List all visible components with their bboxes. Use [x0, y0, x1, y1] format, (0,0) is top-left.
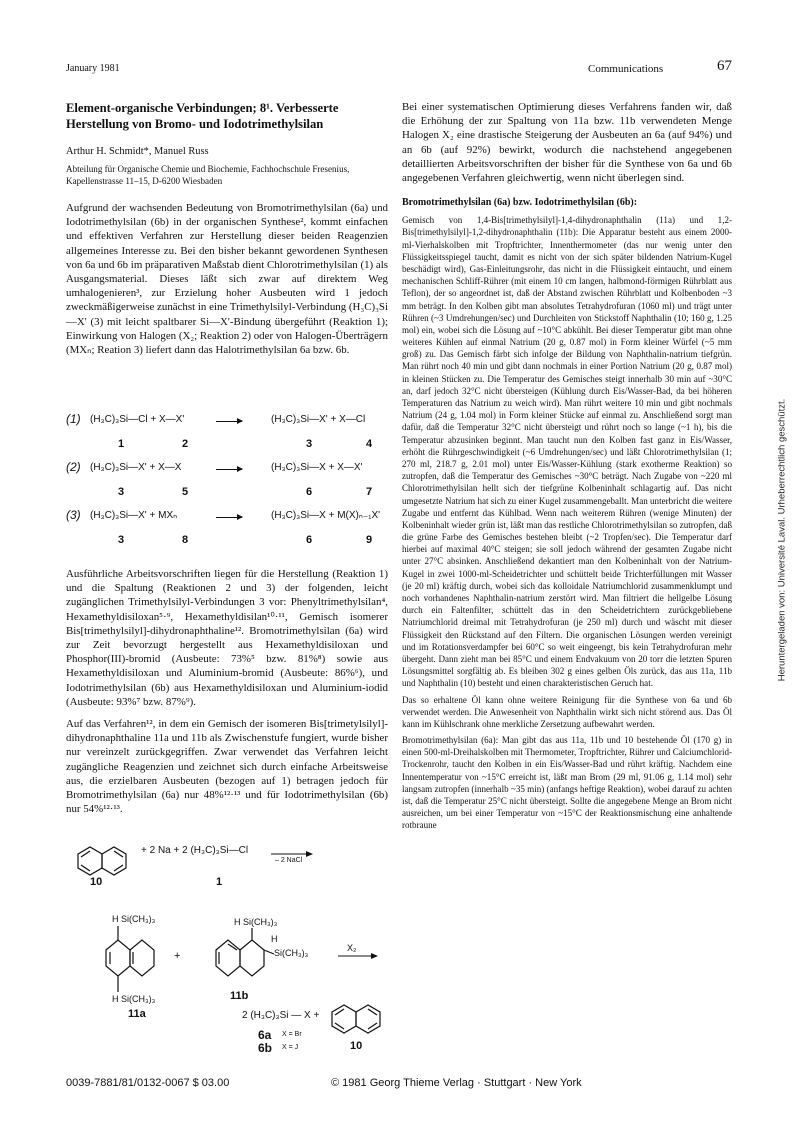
compound-11b: 11b	[230, 990, 249, 1002]
header-date: January 1981	[66, 63, 120, 74]
paragraph-procedure: Auf das Verfahren¹², in dem ein Gemisch der isomeren Bis[trimetylsilyl]-dihydronaphthaline 11a und 11b als Zwischenstufe fungiert, wurde bisher nur vereinzelt zurückgegriffen. Zwar verwendet das Verfahren leicht zugängliche Reagenzien und zeichnet sich durch einfache Arbeitsweise aus, die erzielbaren Ausbeuten (bezogen auf 1) betragen jedoch für Bromotrimethylsilan (6a) nur 48%¹²·¹³ und für Iodotrimethylsilan (6b) nur 54%¹²·¹³.	[66, 718, 388, 816]
reagent-x2: X₂	[347, 943, 357, 953]
page-number: 67	[717, 58, 732, 74]
substituent-label: H Si(CH₃)₃	[234, 917, 278, 927]
eq-label: (1)	[66, 412, 81, 426]
reaction-arrow	[216, 469, 242, 470]
structure-11a	[106, 926, 154, 992]
compound-number: 2	[182, 438, 189, 450]
compound-number: 3	[306, 438, 313, 450]
compound-1: 1	[216, 876, 223, 888]
paragraph-methods: Ausführliche Arbeitsvorschriften liegen für die Herstellung (Reaktion 1) und die Spaltung (Reaktionen 2 und 3) der folgenden, leicht zugänglichen Trimethylsilyl-Verbindungen 3 vor: Phenyltrimethylsilan⁴, Hexamethyldisiloxan⁵·⁹, Hexamethyldisilan¹⁰·¹¹, Gemisch isomerer Bis[trimethylsilyl]-dihydronaphthaline¹². Bromotrimethylsilan (6a) wird zur Zeit bevorzugt hergestellt aus Hexamethyldisiloxan und Phosphor(III)-bromid (Ausbeute: 73%⁵ bzw. 81%⁸) sowie aus Hexamethyldisiloxan und Aluminium-bromid (Ausbeute: 86%⁶), und Iodotrimethylsilan (6b) aus Hexamethyldisiloxan und Aluminium-iodid (Ausbeute: 93%⁷ bzw. 87%⁹).	[66, 568, 388, 708]
naphthalene-structure	[78, 847, 126, 875]
x-equals-j: X = J	[282, 1044, 299, 1051]
compound-11a: 11a	[128, 1008, 146, 1020]
structure-11b	[216, 928, 274, 976]
compound-number: 5	[182, 486, 189, 498]
compound-10-product: 10	[350, 1040, 363, 1052]
experimental-text: Gemisch von 1,4-Bis[trimethylsilyl]-1,4-dihydronaphthalin (11a) und 1,2-Bis[trimethylsilyl]-1,2-dihydronaphthalin (11b): Die Apparatur besteht aus einem 2000-ml-Vierhalskolben mit Tropftrichter, Innenthermometer (das nur wenig unter den Flüssigkeitsspiegel taucht, damit es nicht von der sich später bildenden Natrium-Kugel beschädigt wird), Gas-Einleitungsrohr, das nicht in die Flüssigkeit eintaucht, und einem mechanischen Schliff-Rührer (mit einem 10 cm langen, halbmond-förmigen Rührblatt aus Teflon), der so angeordnet ist, daß der Abstand zwischen Rührblatt und Kolbenboden ~3 mm beträgt. In den Kolben gibt man absolutes Tetrahydrofuran (1060 ml) und trägt unter Rühren (~3 Umdrehungen/sec) und Durchleiten von Stickstoff Naphthalin (10; 160 g, 1.25 mol) ein, wobei sich die Lösung auf ~10°C abkühlt. Bei dieser Temperatur gibt man ohne weiteres Kühlen auf einmal Natrium (20 g, 0.87 mol) in Form kleiner Würfel (~5 mm groß) zu. Das Gemisch färbt sich infolge der Bildung von Naphthalin-natrium tiefgrün. Man rührt noch 40 min und gibt dann nochmals in einer Portion Natrium (20 g, 0.87 mol) in kleinen Stücken zu. Die Temperatur des Gemisches steigt innerhalb 30 min auf ~30°C an, darf jedoch 32°C nicht übersteigen (Kühlung durch Eis/Wasser-Bad, da bei höheren Temperaturen das Natrium zu weich wird). Man rührt weitere 10 min und gibt nochmals Natrium (24 g, 1.04 mol) in Form kleiner Stücke auf einmal zu. Anschließend sorgt man dafür, daß die Temperatur 32°C nicht übersteigt und rührt noch so lange (~1 h), bis die Temperatur abzusinken beginnt. Man taucht nun den Kolben fast ganz in Eis/Wasser, erhöht die Rührgeschwindigkeit (~6 Umdrehungen/sec) und läßt Chlorotrimethylsilan (1; 270 ml, 218.7 g, 2.01 mol) unter Eis/Wasser-Kühlung (stark exotherme Reaktion) so zutropfen, daß die Temperatur des Gemisches ~30°C beträgt. Nach Zugabe von ~220 ml Chlorotrimethylsilan hellt sich der tiefgrüne Kolbeninhalt schlagartig auf. Das nicht umgesetzte Natrium hat sich zu einer Kugel zusammengeballt. Man unterbricht die weitere Zugabe und entfernt das Kühlbad. Wenn nach weiterem Rühren (wenige Minuten) der Kolbeninhalt wieder grün ist, läßt man das restliche Chlorotrimethylsilan so zutropfen, daß die grüne Farbe des Gemisches bestehen bleibt (~2 Tropfen/sec). Die Temperatur darf hierbei auf maximal 40°C steigen; sie soll jedoch während der gesamten Zugabe nicht unter 27°C absinken. Anschließend dekantiert man den Kolbeninhalt von der Natrium-Kugel in zwei 1000-ml-Scheidetrichter und schüttelt beide Trichterfüllungen mit Wasser (je 20 ml) kräftig durch, wobei sich das kolloidale Natriumchlorid zusammenklumpt und noch vorhandenes Naphthalin-natrium zerstört wird. Man filtriert die hellgelbe Lösung durch ein Faltenfilter, schüttelt das in den Scheidetrichtern zurückgebliebene Natriumchlorid dreimal mit Tetrahydrofuran (je 250 ml) durch und wäscht mit dieser Flüssigkeit den Rückstand auf den Filtern. Die organischen Lösungen werden vereinigt und im Rotationsverdampfer bei 60°C so weit eingeengt, bis kein Tetrahydrofuran mehr übergeht. Dann zieht man bei 85°C und einem Endvakuum von 20 torr die letzten Spuren Lösungsmittel sorgfältig ab. Es bleiben 302 g eines gelben Öls zurück, das aus 11a, 11b und Naphthalin (10) besteht und einen charakteristischen Geruch hat.	[402, 215, 732, 689]
article-title: Element-organische Verbindungen; 8¹. Verbesserte Herstellung von Bromo- und Iodotrimethylsilan	[66, 101, 339, 131]
compound-number: 8	[182, 534, 189, 546]
compound-10: 10	[90, 876, 103, 888]
substituent-label: H Si(CH₃)₃	[112, 914, 156, 924]
compound-6a: 6a	[258, 1028, 272, 1042]
reaction-arrow	[216, 517, 242, 518]
experimental-text-2: Das so erhaltene Öl kann ohne weitere Reinigung für die Synthese von 6a und 6b verwendet werden. Die Anwesenheit von Naphthalin wirkt sich nicht störend aus. Das Öl kann im Kühlschrank ohne merkliche Zersetzung aufbewahrt werden.	[402, 694, 732, 729]
product-halosilane: 2 (H₃C)₃Si — X +	[242, 1010, 320, 1021]
plus-sign: +	[174, 950, 181, 962]
optimization-paragraph: Bei einer systematischen Optimierung dieses Verfahrens fanden wir, daß die Erhöhung der zur Spaltung von 11a bzw. 11b verwendeten Menge Halogen X₂ eine drastische Steigerung der Ausbeuten an 6a (auf 94%) und an 6b (auf 92%) bewirkt, wodurch die nachstehend angegebenen detaillierten Arbeitsvorschriften der bisher für die Synthese von 6a und 6b angegebenen Verfahren gleichwertig, wenn nicht überlegen sind.	[402, 101, 732, 185]
compound-number: 1	[118, 438, 125, 450]
download-notice-text: Heruntergeladen von: Université Laval. Urheberrechtlich geschützt.	[776, 398, 788, 682]
footer-publisher: © 1981 Georg Thieme Verlag · Stuttgart · New York	[331, 1077, 582, 1089]
affiliation: Abteilung für Organische Chemie und Biochemie, Fachhochschule Fresenius, Kapellenstrasse 11–15, D-6200 Wiesbaden	[66, 164, 350, 186]
compound-number: 9	[366, 534, 373, 546]
naphthalene-product	[332, 1005, 380, 1033]
eq-left: (H₃C)₃Si—X' + MXₙ	[90, 510, 178, 521]
x-equals-br: X = Br	[282, 1031, 302, 1038]
substituent-label: H Si(CH₃)₃	[112, 994, 156, 1004]
reaction-arrow	[216, 421, 242, 422]
left-column-top	[66, 100, 388, 357]
compound-number: 7	[366, 486, 373, 498]
eq-right: (H₃C)₃Si—X' + X—Cl	[271, 414, 366, 425]
experimental-text-3: Bromotrimethylsilan (6a): Man gibt das aus 11a, 11b und 10 bestehende Öl (170 g) in einen 500-ml-Dreihalskolben mit Thermometer, Tropftrichter, Rührer und Calciumchlorid-Trockenrohr, taucht den Kolben in ein Eis/Wasser-Bad und rührt kräftig. Nachdem eine Innentemperatur von ~15°C erreicht ist, läßt man Brom (29 ml, 91.06 g, 1.14 mol) sehr langsam zutropfen (innerhalb ~35 min) (anfangs heftige Reaktion), wobei darauf zu achten ist, daß die Temperatur 25°C nicht übersteigt. Sollte die angegebene Menge an Brom nicht ausreichen, um bei einer Temperatur von ~15°C der Reaktionsmischung eine anhaltende rotbraune	[402, 735, 732, 831]
eq-label: (3)	[66, 508, 81, 522]
authors: Arthur H. Schmidt*, Manuel Russ	[66, 146, 209, 157]
compound-number: 6	[306, 486, 313, 498]
eq-right: (H₃C)₃Si—X + X—X'	[271, 462, 363, 473]
compound-number: 4	[366, 438, 373, 450]
experimental-heading: Bromotrimethylsilan (6a) bzw. Iodotrimethylsilan (6b):	[402, 197, 638, 209]
reaction-scheme	[66, 840, 406, 1065]
scheme-reagents: + 2 Na + 2 (H₃C)₃Si—Cl	[141, 845, 249, 856]
substituent-h: H	[271, 934, 278, 944]
intro-paragraph: Aufgrund der wachsenden Bedeutung von Bromotrimethylsilan (6a) und Iodotrimethylsilan (6b) in der organischen Synthese², kommt einfachen und effektiven Verfahren zur Herstellung dieser beiden Reagenzien allgemeines Interesse zu. Bei den bisher bekannt gewordenen Synthesen von 6a und 6b im präparativen Maßstab dient Chlorotrimethylsilan (1) als Ausgangsmaterial. Dieses läßt sich zwar auf direktem Weg umhalogenieren³, zur Erzielung hoher Ausbeuten wird 1 jedoch zweckmäßigerweise zunächst in eine Trimethylsilyl-Verbindung (H₃C)₃Si—X' (3) mit leicht spaltbarer Si—X'-Bindung übergeführt (Reaktion 1); Einwirkung von Halogen (X₂; Reaktion 2) oder von Halogen-Überträgern (MXₙ; Reation 3) liefert dann das Halotrimethylsilan 6a bzw. 6b.	[66, 202, 388, 357]
right-column	[402, 100, 732, 832]
compound-6b: 6b	[258, 1041, 273, 1055]
eq-left: (H₃C)₃Si—X' + X—X	[90, 462, 182, 473]
eq-right: (H₃C)₃Si—X + M(X)ₙ₋₁X'	[271, 510, 381, 521]
reaction-equations	[66, 410, 396, 555]
left-column-bottom	[66, 567, 388, 816]
footer-code: 0039-7881/81/0132-0067 $ 03.00	[66, 1077, 230, 1089]
substituent-label: Si(CH₃)₃	[274, 948, 309, 958]
download-notice	[772, 280, 792, 800]
header-section: Communications	[588, 63, 664, 75]
eq-left: (H₃C)₃Si—Cl + X—X'	[90, 414, 185, 425]
eq-label: (2)	[66, 460, 81, 474]
compound-number: 6	[306, 534, 313, 546]
scheme-condition: – 2 NaCl	[275, 857, 303, 864]
compound-number: 3	[118, 486, 125, 498]
compound-number: 3	[118, 534, 125, 546]
